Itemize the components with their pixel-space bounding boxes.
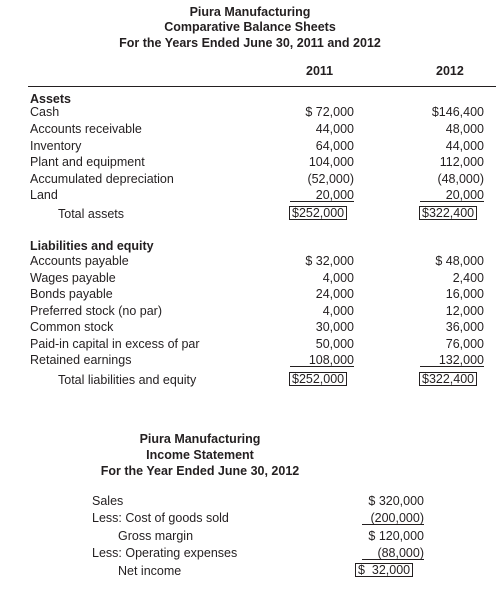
asset-value-2011: 64,000 (315, 139, 354, 153)
income-label-sales: Sales (92, 494, 124, 508)
liability-label: Paid-in capital in excess of par (30, 337, 200, 351)
income-value-cogs: (200,000) (362, 512, 424, 525)
balance-sheet-period: For the Years Ended June 30, 2011 and 2012 (119, 36, 381, 50)
asset-value-2012: 48,000 (445, 122, 484, 136)
liability-value-2012: 132,000 (420, 354, 484, 367)
liability-label: Accounts payable (30, 254, 129, 268)
header-rule (28, 86, 496, 87)
asset-value-2011: 104,000 (308, 155, 354, 169)
asset-value-2012: 20,000 (420, 189, 484, 202)
liability-value-2011: 4,000 (322, 304, 354, 318)
income-label-operating-expenses: Less: Operating expenses (92, 546, 238, 560)
income-label-gross-margin: Gross margin (118, 529, 194, 543)
asset-value-2012: (48,000) (437, 172, 484, 186)
liability-value-2012: 2,400 (452, 271, 484, 285)
balance-sheet-title: Comparative Balance Sheets (164, 20, 336, 34)
balance-sheet-company: Piura Manufacturing (189, 5, 311, 19)
asset-label: Accounts receivable (30, 122, 142, 136)
liability-value-2011: 30,000 (315, 320, 354, 334)
liability-value-2011: 24,000 (315, 287, 354, 301)
total-assets-label: Total assets (58, 207, 125, 221)
liability-value-2012: $ 48,000 (435, 254, 484, 268)
income-statement-title: Income Statement (146, 448, 254, 462)
liability-value-2012: 76,000 (445, 337, 484, 351)
asset-label: Plant and equipment (30, 155, 145, 169)
income-value-sales: $ 320,000 (368, 494, 424, 508)
liability-value-2012: 36,000 (445, 320, 484, 334)
asset-label: Accumulated depreciation (30, 172, 174, 186)
total-assets-2011: $252,000 (289, 206, 347, 220)
liability-label: Retained earnings (30, 353, 132, 367)
asset-value-2012: 112,000 (439, 155, 484, 169)
asset-value-2011: 44,000 (315, 122, 354, 136)
liability-value-2011: 50,000 (315, 337, 354, 351)
liability-value-2012: 12,000 (445, 304, 484, 318)
total-liabilities-2012: $322,400 (419, 372, 477, 386)
income-statement-period: For the Year Ended June 30, 2012 (100, 464, 300, 478)
liability-label: Common stock (30, 320, 114, 334)
income-label-net-income: Net income (118, 564, 182, 578)
income-statement-company: Piura Manufacturing (139, 432, 261, 446)
asset-value-2011: $ 72,000 (305, 105, 354, 119)
asset-value-2012: 44,000 (445, 139, 484, 153)
asset-value-2011: 20,000 (290, 189, 354, 202)
asset-value-2011: (52,000) (307, 172, 354, 186)
column-header-2011: 2011 (306, 64, 334, 78)
asset-label: Cash (30, 105, 60, 119)
income-label-cogs: Less: Cost of goods sold (92, 511, 229, 525)
liabilities-heading: Liabilities and equity (30, 239, 154, 253)
total-liabilities-2011: $252,000 (289, 372, 347, 386)
liability-value-2011: 108,000 (290, 354, 354, 367)
liability-label: Bonds payable (30, 287, 113, 301)
liability-value-2012: 16,000 (445, 287, 484, 301)
asset-label: Land (30, 188, 58, 202)
total-assets-2012: $322,400 (419, 206, 477, 220)
income-value-gross-margin: $ 120,000 (368, 529, 424, 543)
liability-value-2011: $ 32,000 (305, 254, 354, 268)
liability-label: Wages payable (30, 271, 116, 285)
income-value-net-income: $ 32,000 (355, 563, 413, 577)
liability-value-2011: 4,000 (322, 271, 354, 285)
liability-label: Preferred stock (no par) (30, 304, 162, 318)
total-liabilities-label: Total liabilities and equity (58, 373, 197, 387)
column-header-2012: 2012 (436, 64, 464, 78)
assets-heading: Assets (30, 92, 71, 106)
asset-label: Inventory (30, 139, 82, 153)
asset-value-2012: $146,400 (431, 105, 484, 119)
income-value-operating-expenses: (88,000) (362, 547, 424, 560)
